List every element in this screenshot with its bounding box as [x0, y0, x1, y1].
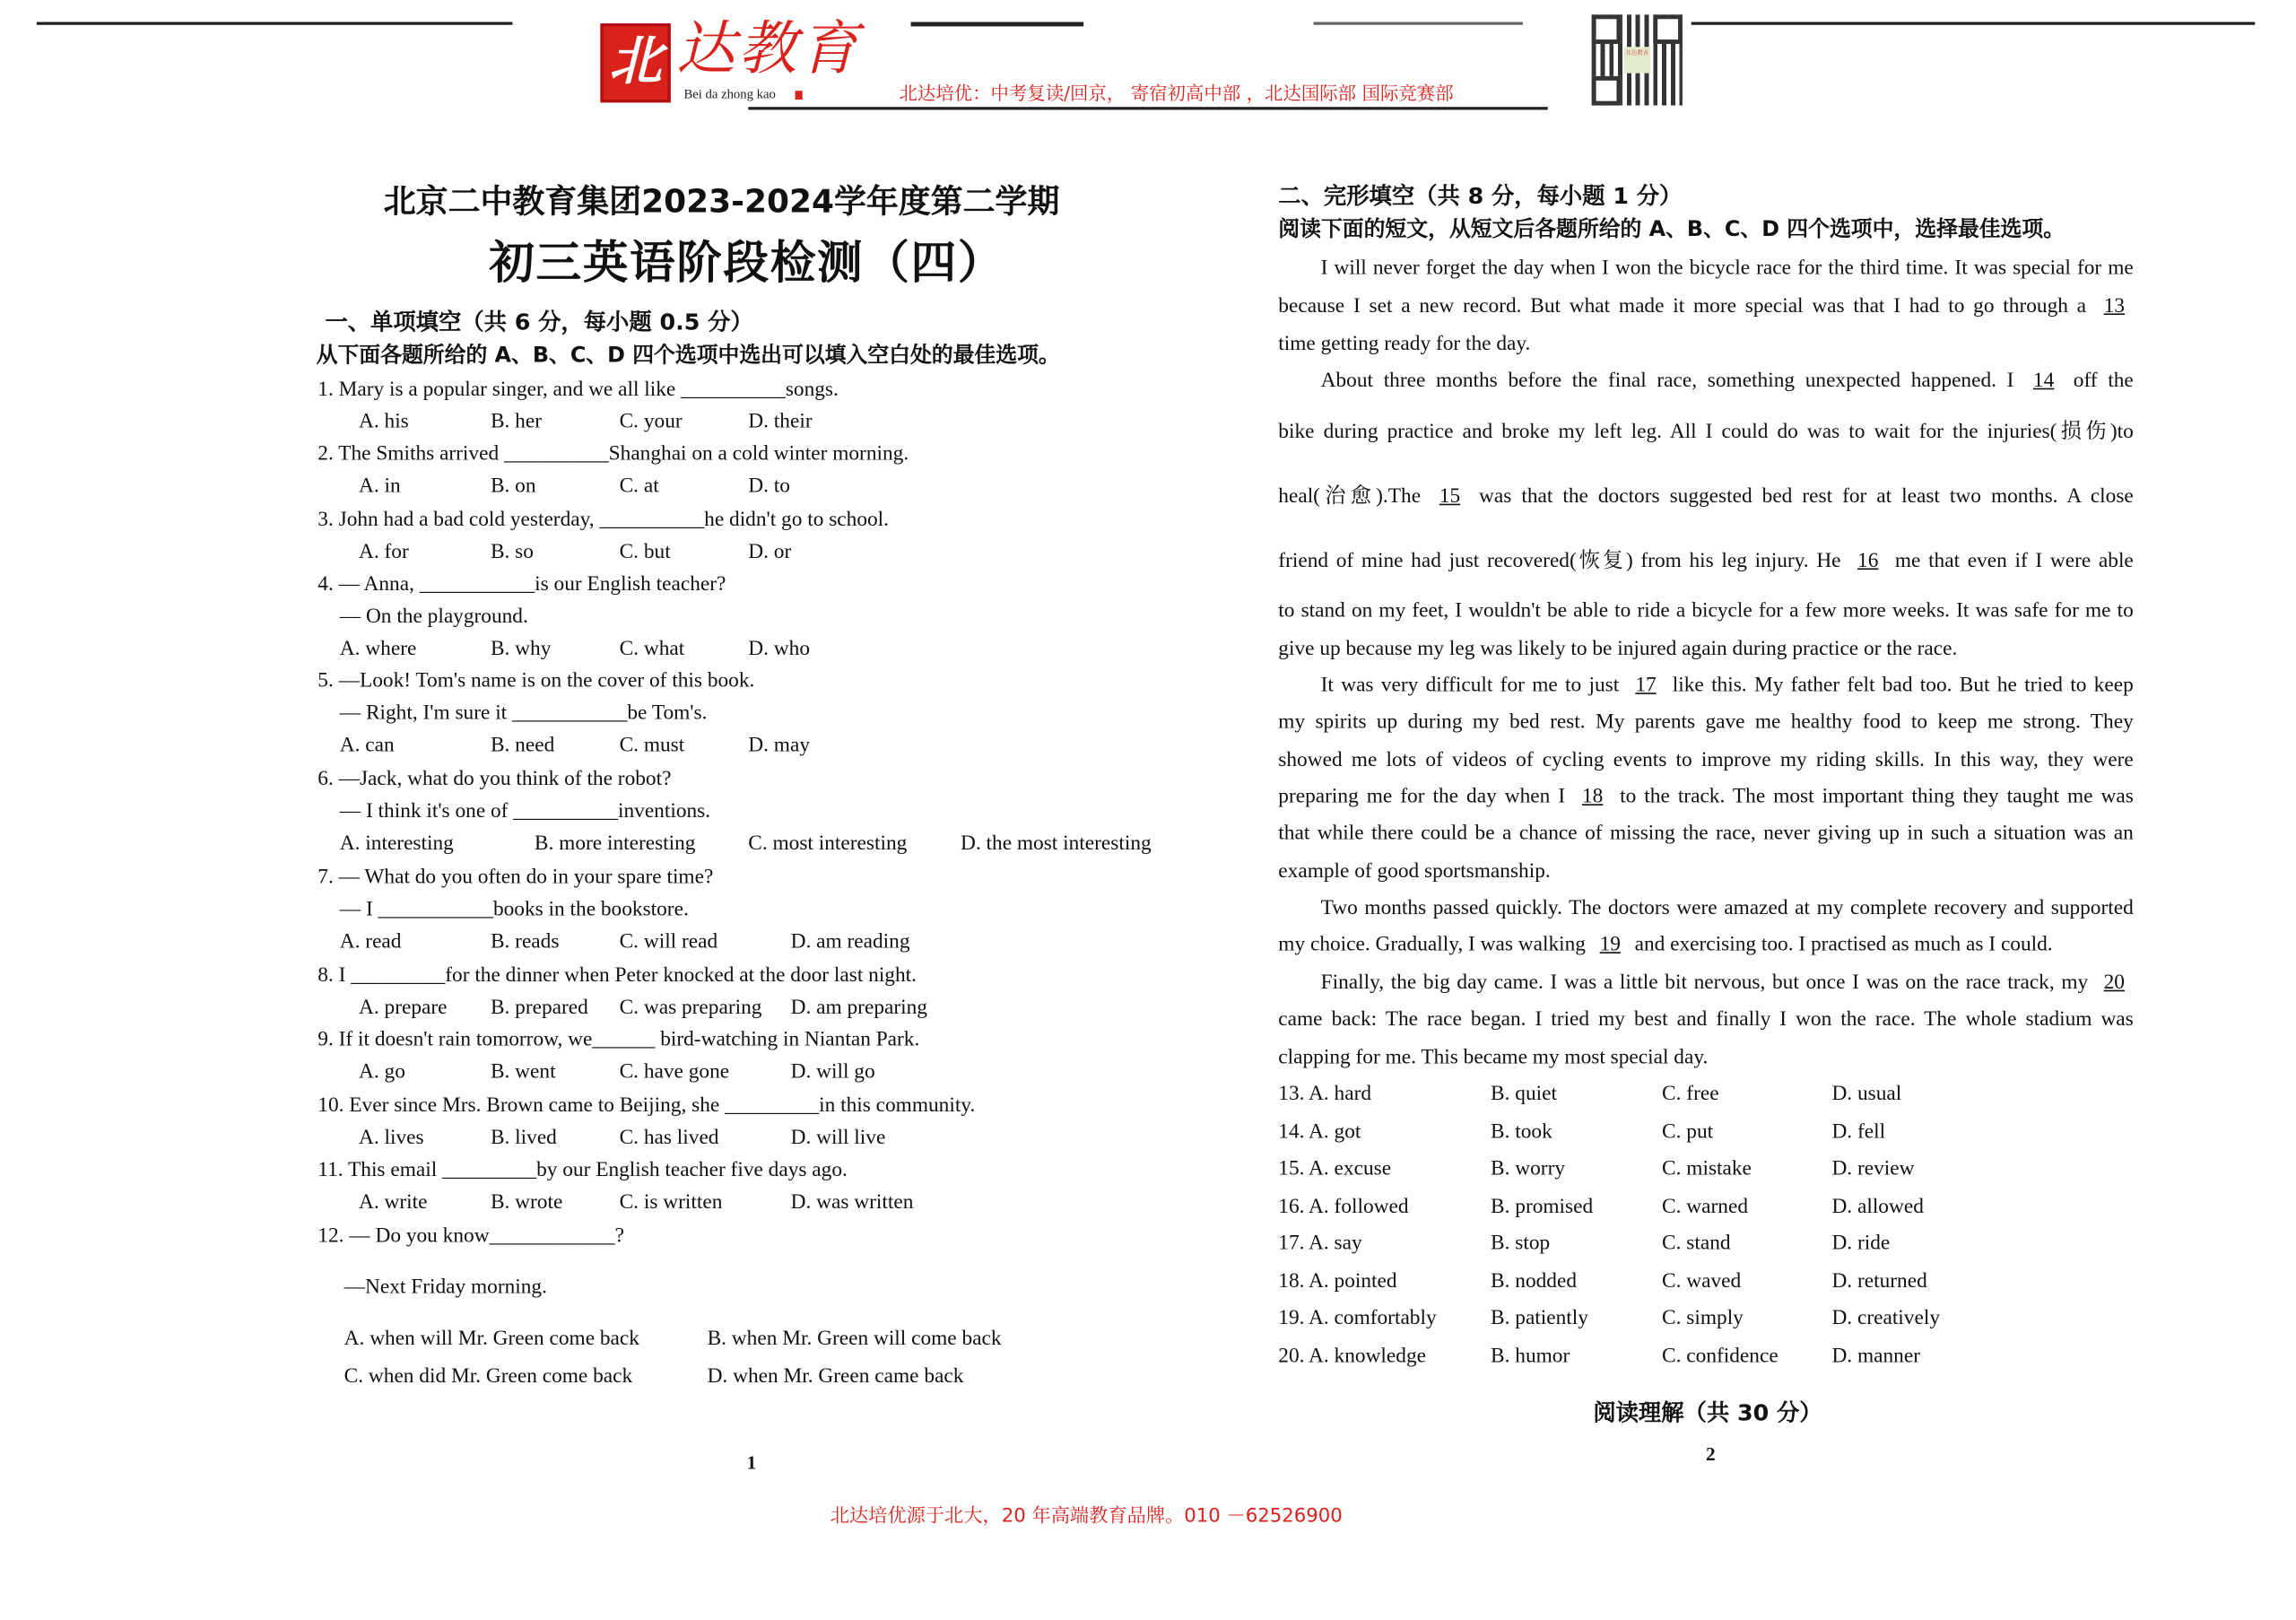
passage-text: because I set a new record. But what made it more special was that I had to go through a	[1278, 294, 2087, 318]
passage-line	[1278, 747, 2133, 773]
passage-text: clapping for me. This became my most special day.	[1278, 1045, 1709, 1069]
passage-line	[1278, 255, 2133, 281]
top-rule	[37, 22, 513, 24]
cloze-answer-option[interactable]: C. simply	[1662, 1306, 1744, 1330]
cloze-blank: 19	[1599, 932, 1621, 957]
answer-option[interactable]: B. when Mr. Green will come back	[707, 1327, 1002, 1351]
cloze-answer-option[interactable]: 14. A. got	[1278, 1119, 1361, 1145]
next-section-heading: 阅读理解（共 30 分）	[1593, 1399, 1822, 1427]
page-number: 1	[746, 1450, 757, 1474]
cloze-blank: 16	[1857, 549, 1879, 573]
footer-advert: 北达培优源于北大，20 年高端教育品牌。010 －62526900	[830, 1505, 1343, 1528]
answer-option[interactable]: D. will live	[790, 1126, 886, 1150]
cloze-answer-option[interactable]: 20. A. knowledge	[1278, 1344, 1426, 1368]
cloze-answer-option[interactable]: D. returned	[1831, 1269, 1927, 1293]
passage-text: I will never forget the day when I won the bicycle race for the third time. It was special for me	[1320, 256, 2134, 280]
passage-text: came back: The race began. I tried my best and finally I won the race. The whole stadium was	[1278, 1007, 2134, 1032]
question-line: — I ___________books in the bookstore.	[339, 897, 689, 921]
logo-text: 达教育	[676, 15, 861, 84]
passage-text: time getting ready for the day.	[1278, 332, 1531, 356]
answer-option[interactable]: D. was written	[790, 1190, 914, 1215]
answer-option[interactable]: C. was preparing	[619, 996, 762, 1020]
passage-text: and exercising too. I practised as much as I could.	[1634, 932, 2053, 957]
passage-line	[1278, 483, 2133, 510]
question-line: 4. — Anna, ___________is our English teacher?	[317, 572, 726, 597]
cloze-answer-option[interactable]: 17. A. say	[1278, 1232, 1362, 1256]
logo-char: 北	[609, 31, 662, 92]
answer-option[interactable]: A. can	[339, 733, 395, 758]
cloze-answer-option[interactable]: D. usual	[1831, 1082, 1902, 1106]
passage-text: give up because my leg was likely to be injured again during practice or the race.	[1278, 637, 1958, 661]
question-line: — On the playground.	[339, 605, 528, 629]
answer-option[interactable]: A. prepare	[358, 996, 448, 1020]
passage-line	[1278, 858, 2133, 884]
cloze-answer-option[interactable]: B. worry	[1491, 1156, 1566, 1180]
passage-text: that while there could be a chance of missing the race, never giving up in such a situation was an	[1278, 821, 2134, 846]
answer-option[interactable]: D. will go	[790, 1060, 875, 1084]
cloze-blank: 17	[1635, 674, 1657, 698]
passage-line	[1278, 597, 2133, 623]
question-line: — Right, I'm sure it ___________be Tom's.	[339, 701, 708, 726]
passage-line	[1278, 419, 2133, 445]
passage-line	[1278, 931, 2133, 957]
passage-text: showed me lots of videos of cycling events to improve my riding skills. In this way, they were	[1278, 748, 2134, 772]
passage-text: friend of mine had just recovered(恢复) from his leg injury. He	[1278, 549, 1841, 573]
cloze-answer-option[interactable]: 18. A. pointed	[1278, 1269, 1397, 1293]
passage-line	[1278, 548, 2133, 574]
top-rule	[1692, 22, 2256, 24]
section-instruction-1: 从下面各题所给的 A、B、C、D 四个选项中选出可以填入空白处的最佳选项。	[316, 343, 1060, 368]
answer-option[interactable]: C. at	[619, 474, 659, 499]
cloze-answer-option[interactable]: C. free	[1662, 1082, 1719, 1106]
passage-text: my choice. Gradually, I was walking	[1278, 932, 1586, 957]
answer-option[interactable]: B. reads	[490, 929, 560, 954]
passage-text: was that the doctors suggested bed rest for at least two months. A close	[1479, 484, 2134, 509]
exam-title-school: 北京二中教育集团2023-2024学年度第二学期	[383, 184, 1060, 222]
cloze-answer-option[interactable]: B. promised	[1491, 1195, 1594, 1219]
question-line: 12. — Do you know____________?	[317, 1224, 624, 1249]
cloze-answer-option[interactable]: 15. A. excuse	[1278, 1156, 1392, 1180]
cloze-blank: 20	[2103, 971, 2125, 995]
logo-dot	[796, 91, 803, 100]
cloze-blank: 18	[1581, 785, 1604, 809]
answer-option[interactable]: D. or	[748, 540, 792, 564]
answer-option[interactable]: D. am preparing	[790, 996, 927, 1020]
exam-title: 初三英语阶段检测（四）	[489, 237, 1004, 291]
cloze-answer-option[interactable]: 16. A. followed	[1278, 1195, 1409, 1219]
passage-line	[1278, 293, 2133, 319]
passage-line	[1278, 368, 2133, 394]
answer-option[interactable]: B. wrote	[490, 1190, 563, 1215]
cloze-answer-option[interactable]: B. stop	[1491, 1232, 1551, 1256]
answer-option[interactable]: A. where	[339, 637, 417, 661]
answer-option[interactable]: C. your	[619, 410, 683, 434]
cloze-answer-option[interactable]: C. waved	[1662, 1269, 1742, 1293]
section-heading-1: 一、单项填空（共 6 分，每小题 0.5 分）	[325, 309, 753, 335]
question-line: 1. Mary is a popular singer, and we all like __________songs.	[317, 378, 839, 402]
passage-text: my spirits up during my bed rest. My parents gave me healthy food to keep me strong. They	[1278, 710, 2134, 734]
passage-text: About three months before the final race, something unexpected happened. I	[1320, 369, 2014, 393]
section-heading-2: 二、完形填空（共 8 分，每小题 1 分）	[1278, 183, 1683, 210]
logo-pinyin: Bei da zhong kao	[683, 86, 776, 101]
answer-option[interactable]: B. so	[490, 540, 534, 564]
cloze-answer-option[interactable]: C. warned	[1662, 1195, 1749, 1219]
question-line: 9. If it doesn't rain tomorrow, we______ bird-watching in Niantan Park.	[317, 1028, 920, 1052]
answer-option[interactable]: A. in	[358, 474, 401, 499]
cloze-answer-option[interactable]: B. patiently	[1491, 1306, 1588, 1330]
answer-option[interactable]: A. his	[358, 410, 409, 434]
answer-option[interactable]: C. will read	[619, 929, 718, 954]
answer-option[interactable]: C. must	[619, 733, 685, 758]
answer-option[interactable]: A. read	[339, 929, 402, 954]
answer-option[interactable]: D. the most interesting	[961, 832, 1152, 856]
answer-option[interactable]: D. their	[748, 410, 813, 434]
answer-option[interactable]: D. when Mr. Green came back	[707, 1364, 964, 1389]
passage-text: off the	[2073, 369, 2134, 393]
passage-text: heal(治愈).The	[1278, 484, 1422, 509]
passage-line	[1278, 970, 2133, 996]
cloze-answer-option[interactable]: D. review	[1831, 1156, 1915, 1180]
answer-option[interactable]: D. am reading	[790, 929, 910, 954]
answer-option[interactable]: A. interesting	[339, 832, 454, 856]
brand-logo	[600, 23, 670, 102]
answer-option[interactable]: B. on	[490, 474, 536, 499]
passage-text: me that even if I were able	[1894, 549, 2134, 573]
cloze-answer-option[interactable]: D. allowed	[1831, 1195, 1924, 1219]
header-tagline: 北达培优：中考复读/回京， 寄宿初高中部 ，北达国际部 国际竞赛部	[899, 82, 1454, 104]
passage-text: bike during practice and broke my left leg. All I could do was to wait for the injuries(损伤)to	[1278, 420, 2134, 444]
answer-option[interactable]: C. most interesting	[748, 832, 908, 856]
answer-option[interactable]: A. go	[358, 1060, 405, 1084]
answer-option[interactable]: D. may	[748, 733, 811, 758]
passage-line	[1278, 820, 2133, 846]
question-line: 2. The Smiths arrived __________Shanghai on a cold winter morning.	[317, 442, 909, 466]
answer-option[interactable]: D. who	[748, 637, 811, 661]
question-line: 6. —Jack, what do you think of the robot?	[317, 767, 672, 791]
answer-option[interactable]: C. have gone	[619, 1060, 730, 1084]
answer-option[interactable]: B. need	[490, 733, 555, 758]
page-number: 2	[1706, 1442, 1716, 1465]
answer-option[interactable]: A. for	[358, 540, 409, 564]
passage-line	[1278, 672, 2133, 698]
passage-line	[1278, 331, 2133, 357]
passage-text: to the track. The most important thing they taught me was	[1620, 785, 2134, 809]
cloze-blank: 13	[2103, 294, 2126, 318]
question-line: 7. — What do you often do in your spare time?	[317, 865, 714, 890]
passage-line	[1278, 1044, 2133, 1070]
cloze-answer-option[interactable]: B. quiet	[1491, 1082, 1557, 1106]
answer-option[interactable]: C. has lived	[619, 1126, 719, 1150]
answer-option[interactable]: B. why	[490, 637, 552, 661]
answer-option[interactable]: D. to	[748, 474, 790, 499]
top-rule	[1313, 22, 1522, 24]
cloze-answer-option[interactable]: C. mistake	[1662, 1156, 1752, 1180]
passage-line	[1278, 895, 2133, 921]
cloze-answer-option[interactable]: C. put	[1662, 1119, 1714, 1145]
cloze-answer-option[interactable]: B. humor	[1491, 1344, 1570, 1368]
question-line: 5. —Look! Tom's name is on the cover of this book.	[317, 669, 755, 693]
cloze-answer-option[interactable]: C. stand	[1662, 1232, 1731, 1256]
question-line: 10. Ever since Mrs. Brown came to Beijing, she _________in this community.	[317, 1093, 976, 1118]
answer-option[interactable]: C. but	[619, 540, 671, 564]
question-line: 11. This email _________by our English teacher five days ago.	[317, 1158, 848, 1182]
cloze-answer-option[interactable]: D. creatively	[1831, 1306, 1941, 1330]
cloze-answer-option[interactable]: D. ride	[1831, 1232, 1891, 1256]
answer-option[interactable]: B. her	[490, 410, 543, 434]
answer-option[interactable]: C. when did Mr. Green come back	[344, 1364, 633, 1389]
cloze-answer-option[interactable]: B. nodded	[1491, 1269, 1578, 1293]
passage-text: It was very difficult for me to just	[1320, 674, 1620, 698]
question-line: 3. John had a bad cold yesterday, __________he didn't go to school.	[317, 508, 889, 532]
answer-option[interactable]: B. went	[490, 1060, 556, 1084]
qr-label: 北达教育	[1624, 47, 1650, 73]
section-instruction-2: 阅读下面的短文，从短文后各题所给的 A、B、C、D 四个选项中，选择最佳选项。	[1278, 216, 2066, 242]
cloze-answer-option[interactable]: D. manner	[1831, 1344, 1920, 1368]
top-rule	[911, 22, 1084, 26]
question-line: —Next Friday morning.	[344, 1276, 547, 1300]
cloze-blank: 14	[2032, 369, 2055, 393]
passage-text: preparing me for the day when I	[1278, 785, 1566, 809]
question-line: — I think it's one of __________inventions.	[339, 799, 711, 823]
passage-line	[1278, 783, 2133, 809]
cloze-answer-option[interactable]: C. confidence	[1662, 1344, 1779, 1368]
passage-text: Finally, the big day came. I was a little bit nervous, but once I was on the race track, my	[1320, 971, 2089, 995]
answer-option[interactable]: B. more interesting	[534, 832, 696, 856]
cloze-answer-option[interactable]: B. took	[1491, 1119, 1552, 1145]
answer-option[interactable]: C. what	[619, 637, 685, 661]
cloze-answer-option[interactable]: 19. A. comfortably	[1278, 1306, 1437, 1330]
cloze-blank: 15	[1439, 484, 1461, 509]
passage-line	[1278, 636, 2133, 662]
passage-line	[1278, 709, 2133, 735]
answer-option[interactable]: C. is written	[619, 1190, 723, 1215]
qr-code-icon	[1592, 14, 1683, 105]
passage-text: example of good sportsmanship.	[1278, 859, 1551, 884]
passage-text: to stand on my feet, I wouldn't be able to ride a bicycle for a few more weeks. It was safe for me to	[1278, 598, 2134, 623]
cloze-answer-option[interactable]: 13. A. hard	[1278, 1082, 1372, 1106]
answer-option[interactable]: A. when will Mr. Green come back	[344, 1327, 639, 1351]
cloze-answer-option[interactable]: D. fell	[1831, 1119, 1886, 1145]
answer-option[interactable]: B. lived	[490, 1126, 557, 1150]
header-rule	[748, 107, 1547, 109]
question-line: 8. I _________for the dinner when Peter knocked at the door last night.	[317, 963, 917, 988]
passage-text: Two months passed quickly. The doctors were amazed at my complete recovery and supported	[1320, 896, 2134, 920]
passage-line	[1278, 1006, 2133, 1032]
answer-option[interactable]: A. write	[358, 1190, 428, 1215]
answer-option[interactable]: A. lives	[358, 1126, 424, 1150]
passage-text: like this. My father felt bad too. But he tried to keep	[1672, 674, 2134, 698]
answer-option[interactable]: B. prepared	[490, 996, 588, 1020]
